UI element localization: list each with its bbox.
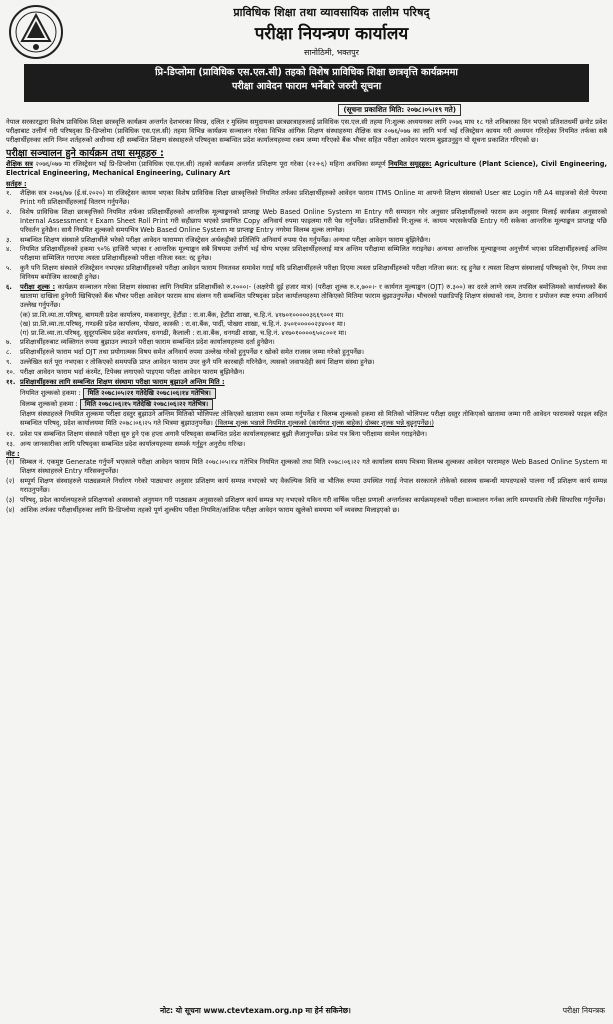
item-text: सम्बन्धित शिक्षण संस्थाले प्रशिक्षार्थीले भरेको परीक्षा आवेदन फाराममा रजिस्ट्रेसन अर्थकट्टीको प्रतिलिपि अनिवार्य रुपमा पेस गर्नुपर्नेछ। अन्यथा परीक्षा आवेदन फाराम बुझिनेछैन।	[20, 235, 431, 244]
list-item	[6, 236, 607, 245]
terms-label: सर्तहरु :	[6, 179, 27, 188]
item-text: विशेष प्राविधिक शिक्षा छात्रवृत्तिको नियमित तर्फका प्रशिक्षार्थीहरुको आन्तरिक मूल्याङ्कनको प्राप्ताङ्क Web Based Online System मा Entry गरी सम्पादन गरेर अनुसार प्रशिक्षार्थीहरुको फाराम क्रम अनुसार मिलाई कार्यक्रम अनुसारको Internal Assessment र Exam Sheet Roll Print गरी सहीछाप भएको प्रमाणित Copy अनिवार्य रुपमा फाइलमा गरी पेस गर्नुपर्नेछ। प्रशिक्षार्थीको नि:शुल्क नं. कायम भएसकेपछि Entry गरी सकेका आन्तरिक मूल्याङ्कन प्राप्ताङ्क पछि परिवर्तन हुनेछैन। साथै नियमित शुल्कको समयभित्र Web Based Online System मा प्राप्ताङ्क Entry नगरेमा विलम्ब शुल्क लाग्नेछ।	[20, 207, 607, 234]
item-number: ११.	[6, 377, 16, 386]
late-deadline	[20, 399, 607, 410]
list-item	[6, 368, 607, 377]
item-number: ६.	[6, 283, 12, 292]
item-number: १३.	[6, 439, 15, 448]
emblem-icon	[6, 3, 66, 61]
bank-account: (क) प्रा.शि.व्या.ता.परिषद्, बागमती प्रदेश कार्यालय, मकवानपुर, हेटौंडा : रा.वा.बैंक, हेटौंडा शाखा, च.हि.नं. ४१७०१०००००३६६९००१ मा।	[20, 311, 344, 320]
late-fee-note: (विलम्ब शुल्क भन्नाले नियमित शुल्कको (कार्यगत शुल्क बाहेक) दोब्बर शुल्क भन्ने बुझ्नुपर्नेछ।)	[215, 418, 434, 427]
item-text: उल्लेखित सर्त पूरा नभएका र तोकिएको समयपछि प्राप्त आवेदन फाराम उपर कुनै पनि कारबाही गरिनेछैन, त्यसको जवाफदेही स्वयं शिक्षण संस्था हुनेछ।	[20, 357, 375, 366]
item-number: ४.	[6, 245, 12, 254]
council-name: प्राविधिक शिक्षा तथा व्यावसायिक तालीम परिषद्	[233, 6, 430, 19]
item-text: परीक्षा आवेदन फाराम भर्दा कंरमेंट, टिपेक्स लगाएको पाइएमा परीक्षा आवेदन फाराम बुझिनेछैन।	[20, 367, 245, 376]
groups-list: Agriculture (Plant Science), Civil Engineering, Electrical Engineering, Mechanical Engineering, Culinary Art	[6, 159, 607, 177]
bank-account: (ख) प्रा.शि.व्या.ता.परिषद्, गण्डकी प्रदेश कार्यालय, पोखरा, कास्की : रा.वा.बैंक, पार्दी, पोखरा शाखा, च.हि.नं. ३५०१०००००२३४००१ मा।	[20, 320, 346, 329]
notes-list	[6, 458, 607, 515]
title-line-2: परीक्षा आवेदन फाराम भर्नेबारे जरुरी सूचना	[231, 80, 382, 92]
item-text: शैक्षिक सत्र २०७६/७७ (ई.सं.२०२०) मा रजिस्ट्रेसन कायम भएका विशेष प्राविधिक शिक्षा छात्रवृत्तिको नियमित तर्फका प्रशिक्षार्थीहरुको आवेदन फाराम ITMS Online मा आफ्नो शिक्षण संस्थाको User बाट Login गरी A4 साइजको सेतो पेपरमा Print गरी प्रशिक्षार्थीहरुलाई वितरण गर्नुपर्नेछ।	[20, 188, 607, 206]
intro-paragraph: नेपाल सरकारद्वारा विशेष प्राविधिक शिक्षा छात्रवृत्ति कार्यक्रम अन्तर्गत देशभरका विपन्न, दलित र मुस्लिम समुदायका छात्रछात्राहरुलाई प्राविधिक एस.एल.सी तहमा नि:शुल्क अध्ययनका लागि २०७६ माघ १८ गते शनिबारका दिन भएको प्रतिशतधर्मी छनोट प्रवेश परीक्षाबाट उत्तीर्ण गरी परिषद्का प्रि-डिप्लोमा (प्राविधिक एस.एल.सी) तहमा विभिन्न कार्यक्रम सञ्चालन गरेका विभिन्न आंगिक शिक्षण संस्थाहरुमा शैक्षिक सत्र २०७६/०७७ का लागि भर्ना भई रजिस्ट्रेसन कायम गरी अध्ययन गरिरहेका नियमित तर्फका सबै परीक्षार्थीहरुका लागि निम्न शर्तहरुको अधीनमा रही सम्बन्धित शिक्षण संस्थाहरुले परिषद्का सम्बन्धित प्रदेश कार्यालयहरुमा रकम जम्मा गरिएको बैंक भौचर सहित परीक्षा आवेदन फाराम बुझाउनुहुन यो सूचना प्रकाशित गरिएको छ।	[6, 118, 607, 144]
note-item	[6, 506, 607, 515]
office-name: परीक्षा नियन्त्रण कार्यालय	[254, 23, 409, 44]
list-item	[6, 348, 607, 357]
note-text: आंशिक तर्फका परीक्षार्थीहरुका लागि प्रि-डिप्लोमा तहको पूर्ण शुल्कीय परीक्षा नियमित/आंशिक परीक्षा आवेदन फाराम खुलेको समयमा भर्ने व्यवस्था मिलाइएको छ।	[20, 506, 400, 515]
bank-account-list	[6, 311, 607, 338]
fee-text: कार्यक्रम सञ्चालन गरेका शिक्षण संस्थाका लागि नियमित प्रशिक्षार्थीको रु.२०००।- (अक्षरेपी दुई हजार मात्र) (परीक्षा शुल्क रु.१,७००।- र कार्यगत मूल्याङ्कन (OJT) रु.३००) का दरले लाग्ने रकम तपसिल बमोजिमको कार्यालयको बैंक खातामा दाखिला हुनेगरी खिचिएको बैंक भौचर परीक्षा आवेदन फाराम साथ संलग्न गरी सम्बन्धित परिषद्का प्रदेश कार्यालयहरुमा तोकिएको मितिमा फाराम बुझाउनुपर्नेछ। भौचरको पछाडिपट्टि शिक्षण संस्थाको नाम, ठेगाना र प्रयोजन स्पष्ट रुपमा अनिवार्य उल्लेख गर्नुपर्नेछ।	[20, 283, 607, 310]
note-item	[6, 458, 607, 476]
section-title: परीक्षा सञ्चालन हुने कार्यक्रम तथा समूहहरु :	[6, 147, 164, 159]
note-text: परिषद्, प्रदेश कार्यालयहरुले प्रशिक्षणको अवस्थाको अनुगमन गरी पाठ्यक्रम अनुसारको प्रशिक्षण कार्य सम्पन्न भए नभएको यकिन गरी वार्षिक परीक्षा प्रणाली अन्तर्गतका कार्यक्रमहरुको परीक्षा सञ्चालन गर्नका लागि समयावधि तोकी सिफारिस गर्नुपर्नेछ।	[20, 496, 606, 505]
item-text: अन्य जानकारीका लागि परिषद्का सम्बन्धित प्रदेश कार्यालयहरुमा सम्पर्क गर्नुहुन अनुरोध गरिन्छ।	[20, 439, 246, 448]
note-text: सम्पूर्ण शिक्षण संस्थाहरुले पाठ्यक्रमले निर्धारण गरेको पाठ्यभार अनुसार प्रशिक्षण कार्य सम्पन्न नभएको भए वैकल्पिक विधि वा भौतिक रुपमा उपस्थित गराई नेपाल सरकारले तोकेको स्वास्थ्य सम्बन्धी मापदण्डको पालना गर्दै प्रशिक्षण कार्य सम्पन्न गराउनुपर्नेछ।	[20, 477, 607, 495]
list-item	[6, 264, 607, 282]
session-label: शैक्षिक सत्र	[6, 159, 33, 168]
list-item	[6, 189, 607, 207]
item-number: ३.	[6, 235, 12, 244]
note-item	[6, 496, 607, 505]
late-dates: मिति २०७८।०६।१५ गतेदेखि २०७८।०६।२२ गतेभित्र।	[80, 399, 213, 410]
signatory: परीक्षा नियन्त्रक	[562, 1006, 605, 1015]
list-item	[6, 440, 607, 449]
list-item	[6, 358, 607, 367]
deadline-item	[6, 378, 607, 387]
item-number: १२.	[6, 429, 15, 438]
terms-list	[6, 189, 607, 449]
notice-body	[6, 118, 607, 516]
list-item	[6, 430, 607, 439]
note-number: (१)	[6, 458, 15, 467]
list-item	[6, 338, 607, 347]
bank-account: (ग) प्रा.शि.व्या.ता.परिषद्, सुदूरपश्चिम प्रदेश कार्यालय, धनगढी, कैलाली : रा.वा.बैंक, धनगढी शाखा, च.हि.नं. ४१७०१००००६५०८००१ मा।	[20, 329, 347, 338]
note-number: (२)	[6, 477, 15, 486]
note-number: (३)	[6, 496, 15, 505]
item-number: ८.	[6, 347, 12, 356]
list-item	[6, 208, 607, 235]
deadline-dates	[6, 388, 607, 410]
office-address: सानोठिमी, भक्तपुर	[304, 48, 359, 58]
letterhead	[70, 6, 593, 59]
item-number: १०.	[6, 367, 15, 376]
item-number: ५.	[6, 264, 12, 273]
item-text: प्रशिक्षार्थीहरुबाट व्यक्तिगत रुपमा बुझाउन ल्याउने परीक्षा फाराम सम्बन्धित प्रदेश कार्यालयहरुमा दर्ता हुनेछैन।	[20, 338, 275, 347]
exam-fee-item	[6, 283, 607, 310]
item-number: २.	[6, 207, 12, 216]
deadline-heading: प्रशिक्षार्थीहरुका लागि सम्बन्धित शिक्षण संस्थामा परीक्षा फाराम बुझाउने अन्तिम मिति :	[20, 377, 225, 386]
groups-label: नियमित समूहहरु:	[388, 159, 432, 168]
note-item	[6, 477, 607, 495]
session-paragraph	[6, 160, 607, 178]
item-text: नियमित प्रशिक्षार्थीहरुको हकमा ९०% हाजिरी भएका र आन्तरिक मूल्याङ्कन सबै विषयमा उत्तीर्ण भई योग्य भएका प्रशिक्षार्थीहरुलाई मात्र अन्तिम परीक्षामा सम्मिलित गराइनेछ। अन्यथा आन्तरिक मूल्याङ्कनमा अनुत्तीर्ण भएका प्रशिक्षार्थीहरुलाई अन्तिम परीक्षामा सम्मिलित गराएमा त्यस्ता प्रशिक्षार्थीहरुको परीक्षा नतिजा स्वत: रद्द हुनेछ।	[20, 245, 607, 263]
note-number: (४)	[6, 506, 15, 515]
item-number: १.	[6, 188, 12, 197]
item-number: ७.	[6, 338, 12, 347]
item-text	[20, 283, 607, 310]
regular-dates: मिति २०७८।०५।२१ गतेदेखि २०७८।०६।१४ गतेभित्र।	[83, 388, 216, 399]
item-number: ९.	[6, 357, 12, 366]
session-text: २०७६/०७७ मा रजिस्ट्रेसन भई प्रि-डिप्लोमा (प्राविधिक एस.एल.सी) तहको कार्यक्रम अन्तर्गत प्रशिक्षण पूरा गरेका (१२+६) महिना अवधिका सम्पूर्ण	[32, 159, 386, 168]
regular-label: नियमित शुल्कको हकमा :	[20, 388, 81, 397]
title-line-1: प्रि-डिप्लोमा (प्राविधिक एस.एल.सी) तहको विशेष प्राविधिक शिक्षा छात्रवृत्ति कार्यक्रममा	[155, 67, 458, 78]
fee-label: परीक्षा शुल्क :	[20, 283, 56, 292]
note-text: सिम्बल नं. एकमुष्ट Generate गर्नुपर्ने भएकाले परीक्षा आवेदन फाराम मिति २०७८।०५।१४ गतेभित्र नियमित शुल्कको तथा मिति २०७८।०६।२२ गते कार्यालय समय भित्रमा विलम्ब शुल्कका आवेदन फारामहरु Web Based Online System मा शिक्षण संस्थाहरुले Entry गरिसक्नुपर्नेछ।	[20, 458, 607, 476]
late-label: विलम्ब शुल्कको हकमा :	[20, 399, 78, 408]
list-item	[6, 245, 607, 263]
item-text: कुनै पनि शिक्षण संस्थाले रजिस्ट्रेसन नभएका प्रशिक्षार्थीहरुको परीक्षा आवेदन फाराम नियतवश समावेश गराई यदि प्रशिक्षार्थीहरुले परीक्षा दिएमा त्यस्ता प्रशिक्षार्थीहरुको परीक्षा नतिजा स्वत: रद्द हुनेछ र त्यस्ता शिक्षण संस्थालाई परिषद्को ऐन, नियम तथा विनियम बमोजिम कारबाही हुनेछ।	[20, 264, 607, 282]
website-note: नोट: यो सूचना www.ctevtexam.org.np मा हेर्न सकिनेछ।	[160, 1006, 351, 1015]
item-text: प्रशिक्षार्थीहरुले फाराम भर्दा OJT तथा प्रयोगात्मक विषय समेत अनिवार्य रुपमा उल्लेख गरेको हुनुपर्नेछ र खोको समेत राजस्व जम्मा गरेको हुनुपर्नेछ।	[20, 347, 364, 356]
item-text: प्रवेश पत्र सम्बन्धित शिक्षण संस्थाले परीक्षा सुरु हुने एक हप्ता अगावै परिषद्का सम्बन्धित प्रदेश कार्यालयहरुबाट बुझी लैजानुपर्नेछ। प्रवेश पत्र बिना परीक्षामा सामेल गराइनेछैन।	[20, 429, 428, 438]
deadline-body: शिक्षण संस्थाहरुले नियमित शुल्कमा परीक्षा दस्तुर बुझाउने अन्तिम मितिको भोलिपल्ट तोकिएको खातामा रकम जम्मा गर्नुपर्नेछ र विलम्ब शुल्कको हकमा सो मितिको भोलिपल्ट परीक्षा दस्तुर तोकिएको खातामा जम्मा गरी आवेदन फारामको फाइल सहित सम्बन्धित परिषद्, प्रदेश कार्यालयमा मिति २०७८।०६।२५ गते भित्रमा बुझाउनुपर्नेछ।	[20, 409, 607, 427]
notes-label: नोट :	[6, 449, 20, 458]
notice-title-banner	[24, 64, 589, 102]
deadline-text	[6, 410, 607, 428]
publish-date: (सूचना प्रकाशित मिति: २०७८।०५।१९ गते)	[338, 104, 461, 116]
regular-deadline	[20, 388, 607, 399]
